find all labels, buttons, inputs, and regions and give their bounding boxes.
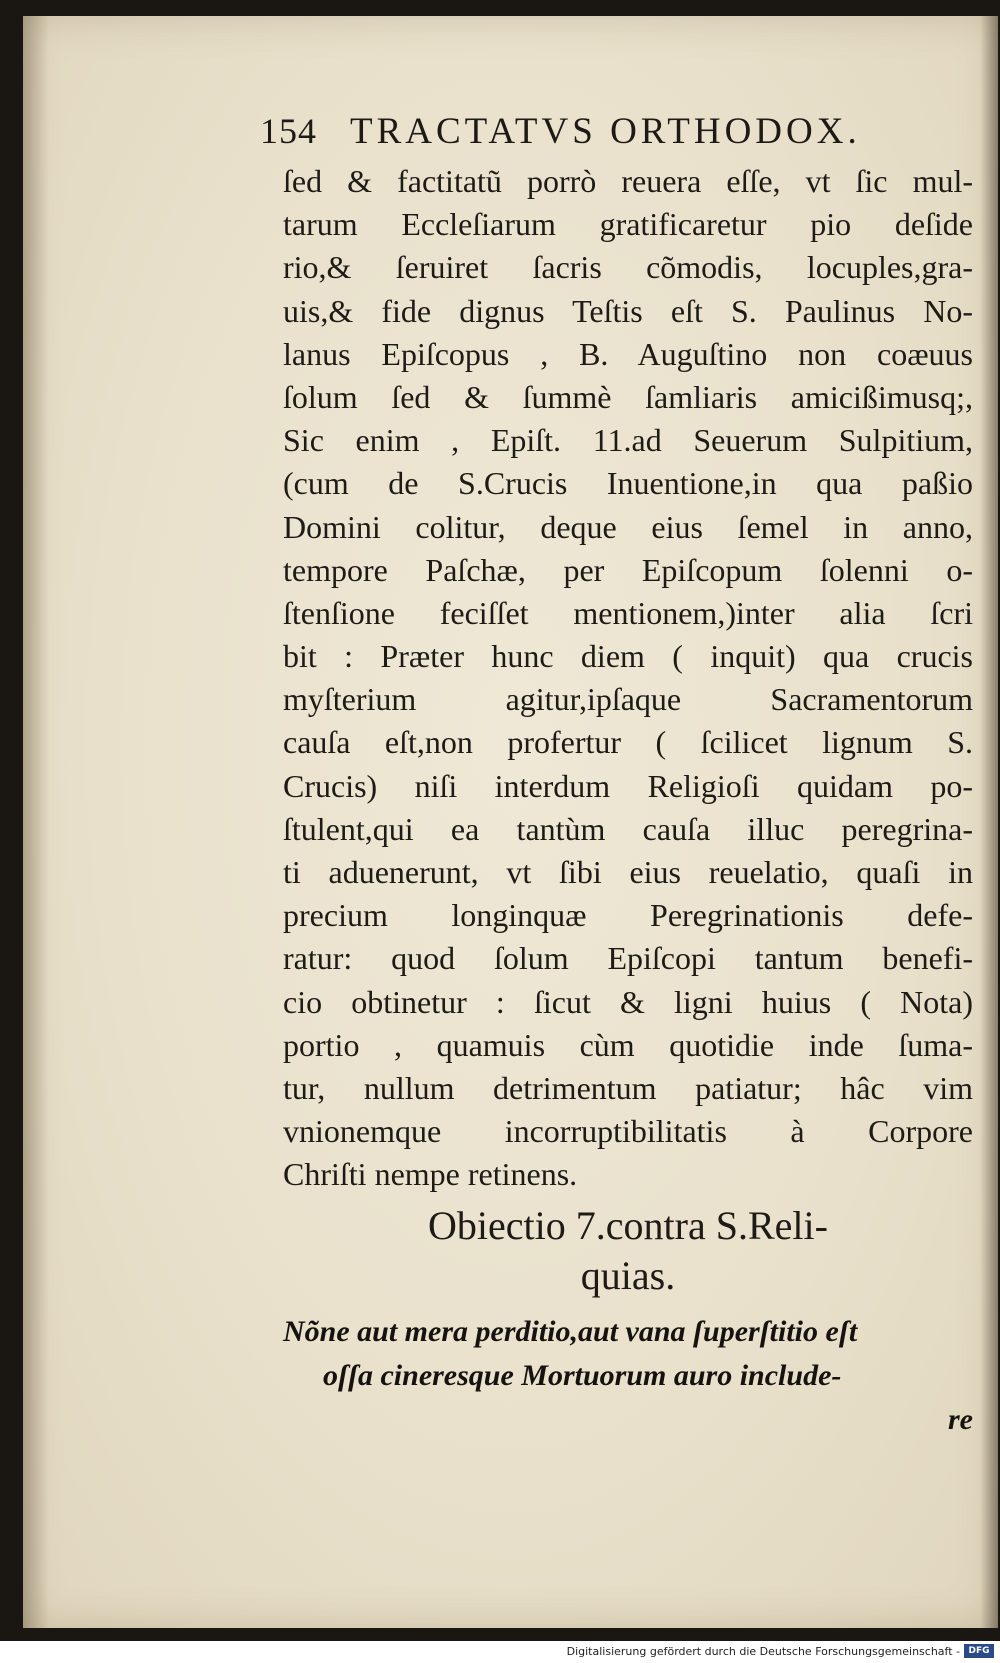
text-line: rio,& ſeruiret ſacris cõmodis, locuples,gra- xyxy=(283,249,973,286)
text-line: ſtenſione feciſſet mentionem,)inter alia ſcri xyxy=(283,594,973,631)
page-number: 154 xyxy=(260,111,317,151)
page-header xyxy=(260,110,950,156)
text-line: portio , quamuis cùm quotidie inde ſuma- xyxy=(283,1026,973,1063)
italic-line: oſſa cineresque Mortuorum auro include- xyxy=(323,1359,842,1392)
text-line: vnionemque incorruptibilitatis à Corpore xyxy=(283,1113,973,1150)
text-line: myſterium agitur,ipſaque Sacramentorum xyxy=(283,681,973,718)
text-line: Sic enim , Epiſt. 11.ad Seuerum Sulpitium, xyxy=(283,422,973,459)
running-head: TRACTATVS ORTHODOX. xyxy=(350,111,861,152)
section-heading xyxy=(283,1201,973,1301)
italic-question xyxy=(283,1310,973,1442)
text-line: tarum Eccleſiarum gratificaretur pio deſide xyxy=(283,206,973,243)
text-line: Domini colitur, deque eius ſemel in anno, xyxy=(283,508,973,545)
text-line: tur, nullum detrimentum patiatur; hâc vim xyxy=(283,1069,973,1106)
catchword: re xyxy=(948,1403,973,1436)
funding-credit: Digitalisierung gefördert durch die Deutsche Forschungsgemeinschaft - xyxy=(566,1645,960,1658)
text-line: uis,& fide dignus Teſtis eſt S. Paulinus No- xyxy=(283,292,973,329)
text-line: tempore Paſchæ, per Epiſcopum ſolenni o- xyxy=(283,551,973,588)
body-text xyxy=(283,160,973,1197)
footer-bar xyxy=(0,1641,1000,1663)
text-line: lanus Epiſcopus , B. Auguſtino non coæuus xyxy=(283,335,973,372)
text-line: Crucis) niſi interdum Religioſi quidam po- xyxy=(283,767,973,804)
text-line: Chriſti nempe retinens. xyxy=(283,1156,578,1193)
text-line: bit : Præter hunc diem ( inquit) qua crucis xyxy=(283,638,973,675)
italic-line: Nõne aut mera perditio,aut vana ſuperſtitio eſt xyxy=(283,1315,858,1348)
heading-line: Obiectio 7.contra S.Reli- xyxy=(428,1203,828,1248)
text-line: ſtulent,qui ea tantùm cauſa illuc peregrina- xyxy=(283,810,973,847)
text-line: (cum de S.Crucis Inuentione,in qua paßio xyxy=(283,465,973,502)
text-line: ſed & factitatũ porrò reuera eſſe, vt ſic mul- xyxy=(283,163,973,199)
text-line: ratur: quod ſolum Epiſcopi tantum benefi- xyxy=(283,940,973,977)
dfg-logo-icon: DFG xyxy=(964,1644,994,1658)
text-line: cio obtinetur : ſicut & ligni huius ( Nota) xyxy=(283,983,973,1020)
text-line: ti aduenerunt, vt ſibi eius reuelatio, quaſi in xyxy=(283,854,973,890)
heading-line: quias. xyxy=(580,1253,676,1298)
text-line: precium longinquæ Peregrinationis defe- xyxy=(283,897,973,934)
text-line: cauſa eſt,non profertur ( ſcilicet lignum S. xyxy=(283,724,973,761)
text-line: ſolum ſed & ſummè ſamliaris amicißimusq;, xyxy=(283,378,973,415)
